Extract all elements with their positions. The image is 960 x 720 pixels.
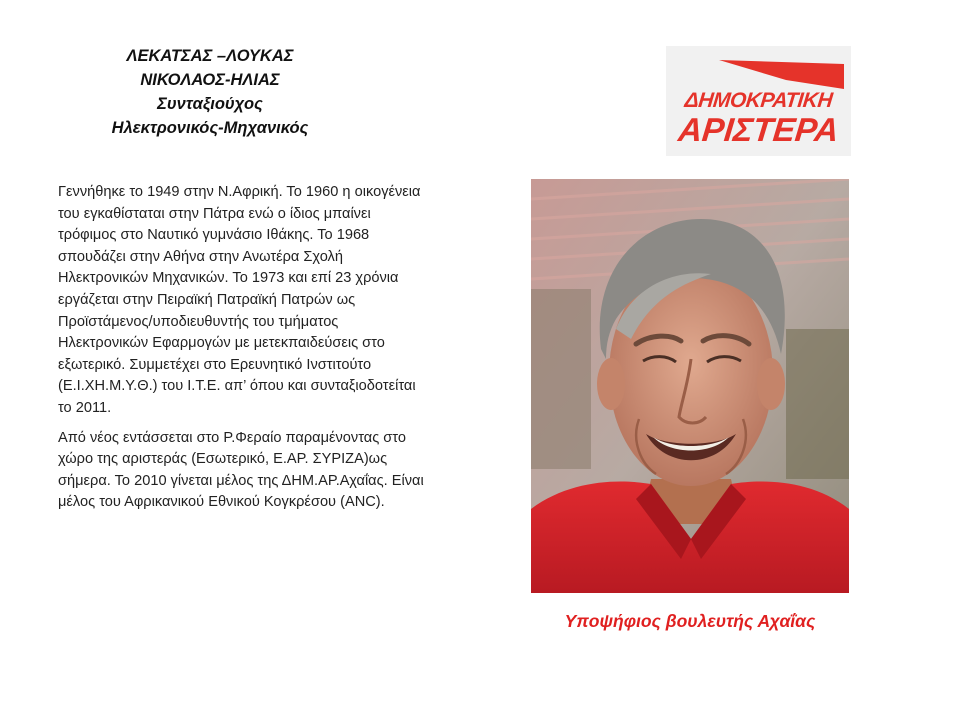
candidate-photo: [531, 179, 849, 593]
biography: [58, 182, 428, 522]
profession: Ηλεκτρονικός-Μηχανικός: [111, 119, 309, 137]
bio-paragraph-1: Γεννήθηκε το 1949 στην Ν.Αφρική. Το 1960 η οικογένεια του εγκαθίσταται στην Πάτρα ενώ ο ίδιος μπαίνει τρόφιμος στο Ναυτικό γυμνάσιο Ιθάκης. Το 1968 σπουδάζει στην Αθήνα στην Ανωτέρα Σχολή Ηλεκτρονικών Μηχανικών. Το 1973 και επί 23 χρόνια εργάζεται στην Πειραϊκή Πατραϊκή Πατρών ως Προϊστάμενος/υποδιευθυντής του τμήματος Ηλεκτρονικών Εφαρμογών με μετεκπαιδεύσεις στο εξωτερικό. Συμμετέχει στο Ερευνητικό Ινστιτούτο (Ε.Ι.ΧΗ.Μ.Υ.Θ.) του Ι.Τ.Ε. απ’ όπου και συνταξιοδοτείται το 2011.: [58, 184, 421, 416]
given-names: ΝΙΚΟΛΑΟΣ-ΗΛΙΑΣ: [140, 71, 280, 89]
candidate-header: [60, 44, 360, 140]
candidacy-caption: Υποψήφιος βουλευτής Αχαΐας: [564, 611, 816, 631]
bio-paragraph-2: Από νέος εντάσσεται στο Ρ.Φεραίο παραμένοντας στο χώρο της αριστεράς (Εσωτερικό, Ε.ΑΡ. ΣΥΡΙΖΑ)ως σήμερα. Το 2010 γίνεται μέλος της ΔΗΜ.ΑΡ.Αχαΐας. Είναι μέλος του Αφρικανικού Εθνικού Κογκρέσου (ANC).: [58, 429, 424, 511]
status: Συνταξιούχος: [157, 95, 263, 113]
logo-line-1: ΔΗΜΟΚΡΑΤΙΚΗ: [683, 89, 834, 112]
surname: ΛΕΚΑΤΣΑΣ –ΛΟΥΚΑΣ: [126, 47, 294, 65]
party-logo: [666, 46, 851, 156]
portrait-image: [531, 179, 849, 593]
logo-line-2: ΑΡΙΣΤΕΡΑ: [676, 111, 841, 148]
